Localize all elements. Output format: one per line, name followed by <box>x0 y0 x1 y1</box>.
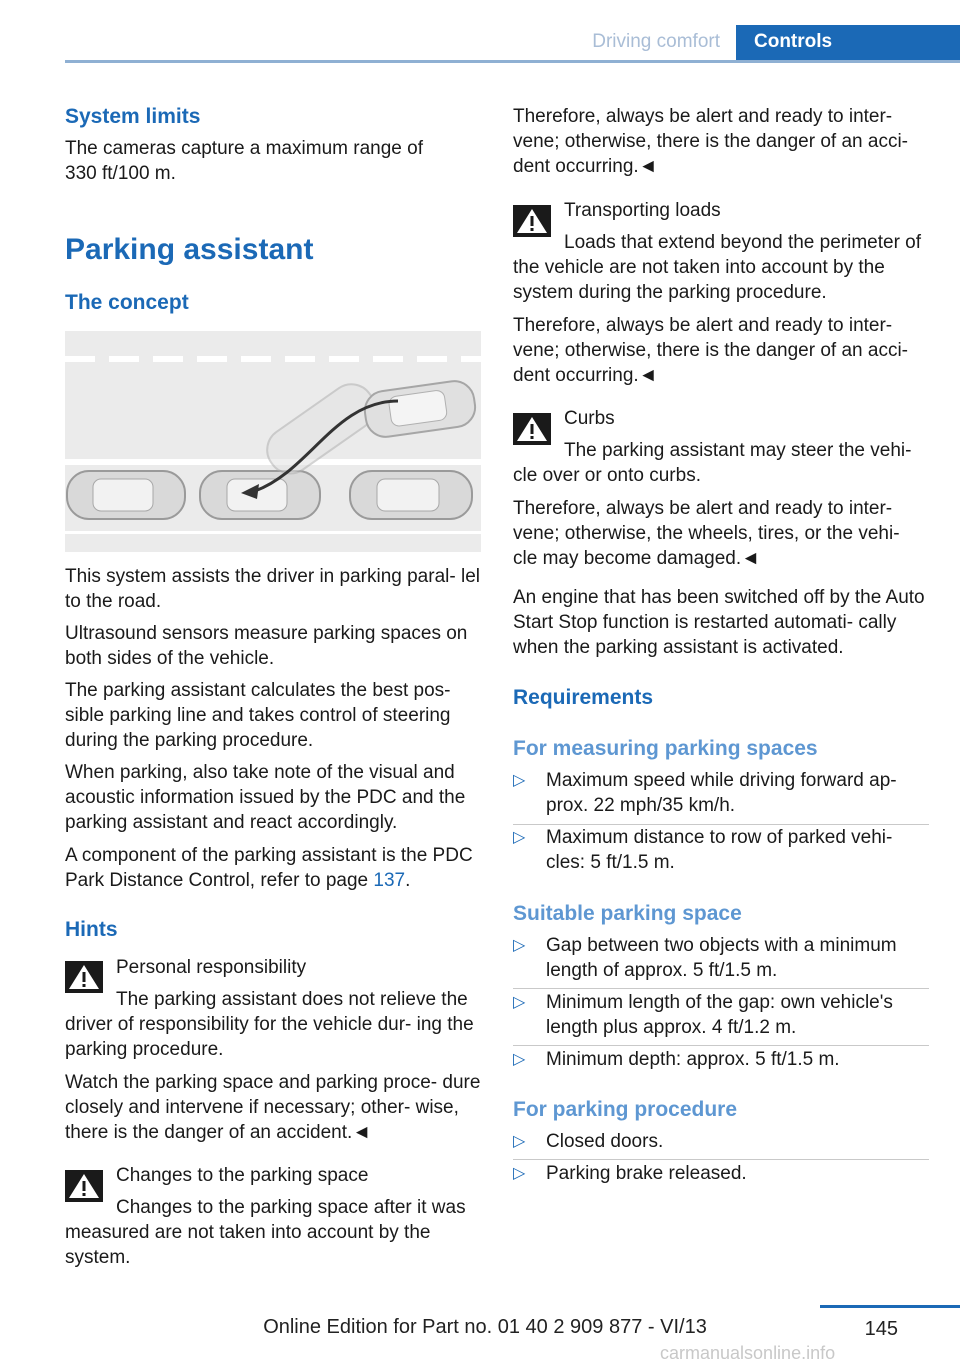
measuring-heading: For measuring parking spaces <box>513 737 818 760</box>
bullet-triangle-icon: ▷ <box>513 1051 526 1068</box>
warning-4-paragraph: Therefore, always be alert and ready to inter- vene; otherwise, the wheels, tires, or the vehi- cle may become damaged.◄ <box>513 498 900 569</box>
edition-footer: Online Edition for Part no. 01 40 2 909 877 - VI/13 <box>263 1316 707 1338</box>
warning-2-title: Changes to the parking space <box>116 1165 369 1186</box>
warning-3-text: Loads that extend beyond the perimeter of the vehicle are not taken into account by the system during the parking procedure. <box>513 232 922 303</box>
warning-4-text: The parking assistant may steer the vehi- cle over or onto curbs. <box>513 440 912 486</box>
watermark: carmanualsonline.info <box>660 1343 836 1363</box>
warning-3-title: Transporting loads <box>564 200 721 221</box>
list-item <box>513 990 929 1040</box>
bullet-triangle-icon: ▷ <box>513 1165 526 1182</box>
hints-heading: Hints <box>65 918 118 941</box>
list-item-text: Closed doors. <box>546 1131 664 1152</box>
suitable-heading: Suitable parking space <box>513 902 742 925</box>
page-title: Parking assistant <box>65 233 314 266</box>
list-divider <box>513 1045 929 1046</box>
parking-diagram-image <box>65 331 481 552</box>
header-rule <box>65 60 960 63</box>
header-chapter-tab: Controls <box>736 25 960 61</box>
page-number: 145 <box>864 1318 898 1340</box>
list-item-text: Minimum length of the gap: own vehicle's length plus approx. 4 ft/1.2 m. <box>546 992 893 1038</box>
warning-1-text: The parking assistant does not relieve the driver of responsibility for the vehicle dur- ing the parking procedure. <box>65 989 474 1060</box>
footer-rule <box>820 1305 960 1308</box>
concept-paragraph-4: When parking, also take note of the visual and acoustic information issued by the PDC and the parking assistant and react accordingly. <box>65 762 466 833</box>
concept-paragraph-3: The parking assistant calculates the best pos- sible parking line and takes control of steering during the parking procedure. <box>65 680 451 751</box>
concept-paragraph-1: This system assists the driver in parking paral- lel to the road. <box>65 566 480 612</box>
procedure-heading: For parking procedure <box>513 1098 738 1121</box>
warning-2-text: Changes to the parking space after it was measured are not taken into account by the system. <box>65 1197 466 1268</box>
pdc-reference-end: . <box>405 870 411 891</box>
list-item <box>513 825 929 875</box>
warning-1-title: Personal responsibility <box>116 957 307 978</box>
bullet-triangle-icon: ▷ <box>513 994 526 1011</box>
pdc-reference-text: A component of the parking assistant is the PDC Park Distance Control, refer to page <box>65 845 473 891</box>
page-link-137[interactable]: 137 <box>373 870 406 891</box>
header-section-tab: Driving comfort <box>592 31 720 52</box>
list-divider <box>513 988 929 989</box>
list-item <box>513 933 929 983</box>
list-item-text: Maximum speed while driving forward ap- prox. 22 mph/35 km/h. <box>546 770 897 816</box>
parked-car-left <box>67 471 185 519</box>
bullet-triangle-icon: ▷ <box>513 829 526 846</box>
right-paragraph-top: Therefore, always be alert and ready to inter- vene; otherwise, there is the danger of an acci- dent occurring.◄ <box>513 106 909 177</box>
parked-car-right <box>350 471 472 519</box>
system-limits-heading: System limits <box>65 105 201 128</box>
bullet-triangle-icon: ▷ <box>513 937 526 954</box>
list-item-text: Gap between two objects with a minimum length of approx. 5 ft/1.5 m. <box>546 935 897 981</box>
parking-car-middle <box>200 471 320 519</box>
warning-3-paragraph: Therefore, always be alert and ready to inter- vene; otherwise, there is the danger of an acci- dent occurring.◄ <box>513 315 909 386</box>
requirements-heading: Requirements <box>513 686 654 709</box>
list-item <box>513 1129 929 1154</box>
warning-4-title: Curbs <box>564 408 615 429</box>
list-item-text: Minimum depth: approx. 5 ft/1.5 m. <box>546 1049 840 1070</box>
concept-paragraph-5 <box>65 843 481 893</box>
list-divider <box>513 1159 929 1160</box>
list-item-text: Parking brake released. <box>546 1163 747 1184</box>
list-item-text: Maximum distance to row of parked vehi- cles: 5 ft/1.5 m. <box>546 827 893 873</box>
parking-illustration <box>65 331 481 552</box>
concept-heading: The concept <box>65 291 189 314</box>
list-item <box>513 1161 929 1186</box>
warning-1-paragraph: Watch the parking space and parking proce- dure closely and intervene if necessary; other- wise, there is the danger of an accident.◄ <box>65 1072 481 1143</box>
bullet-triangle-icon: ▷ <box>513 772 526 789</box>
concept-paragraph-2: Ultrasound sensors measure parking spaces on both sides of the vehicle. <box>65 623 468 669</box>
list-item <box>513 1047 929 1072</box>
list-item <box>513 768 929 818</box>
system-limits-text: The cameras capture a maximum range of 330 ft/100 m. <box>65 138 423 184</box>
engine-paragraph: An engine that has been switched off by the Auto Start Stop function is restarted automati- cally when the parking assistant is activated. <box>513 587 925 658</box>
bullet-triangle-icon: ▷ <box>513 1133 526 1150</box>
